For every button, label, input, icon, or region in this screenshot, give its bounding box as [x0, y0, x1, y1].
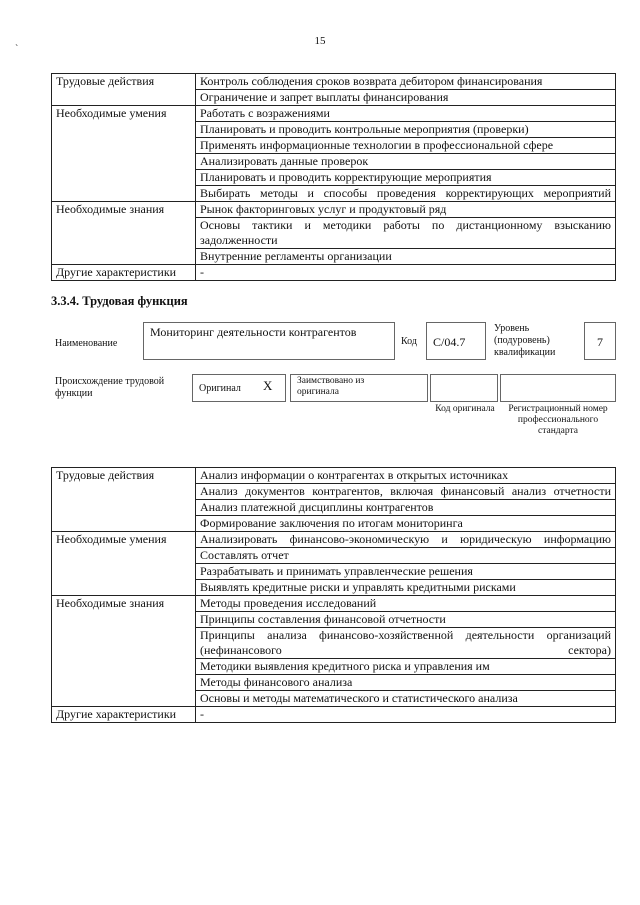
- original-label: Оригинал: [199, 383, 241, 394]
- row-category: Необходимые знания: [52, 596, 196, 707]
- row-item: Анализировать финансово-экономическую и юридическую информацию: [196, 532, 616, 548]
- row-item: Методы проведения исследований: [196, 596, 616, 612]
- name-value: Мониторинг деятельности контрагентов: [143, 322, 395, 360]
- table-row: [52, 532, 616, 548]
- code-value: C/04.7: [426, 322, 486, 360]
- row-item: Разрабатывать и принимать управленческие решения: [196, 564, 616, 580]
- row-item: Рынок факторинговых услуг и продуктовый ряд: [196, 202, 616, 218]
- row-item: Анализировать данные проверок: [196, 154, 616, 170]
- row-item: Методы финансового анализа: [196, 675, 616, 691]
- origin-label: Происхождение трудовой функции: [55, 376, 165, 399]
- page-number: 15: [314, 35, 326, 47]
- row-category: Необходимые умения: [52, 106, 196, 202]
- name-label: Наименование: [55, 338, 118, 349]
- row-category: Трудовые действия: [52, 468, 196, 532]
- row-item: Составлять отчет: [196, 548, 616, 564]
- row-item: Внутренние регламенты организации: [196, 249, 616, 265]
- margin-tick: `: [15, 44, 19, 55]
- table-row: [52, 596, 616, 612]
- code-original-box: [430, 374, 498, 402]
- labor-functions-table-1: [51, 73, 616, 281]
- row-category: Трудовые действия: [52, 74, 196, 106]
- row-item: -: [196, 707, 616, 723]
- level-label: Уровень (подуровень) квалификации: [494, 323, 556, 358]
- row-item: Выбирать методы и способы проведения корректирующих мероприятий: [196, 186, 616, 202]
- row-item: -: [196, 265, 616, 281]
- level-value: 7: [584, 322, 616, 360]
- row-item: Работать с возражениями: [196, 106, 616, 122]
- row-item: Контроль соблюдения сроков возврата дебитором финансирования: [196, 74, 616, 90]
- reg-number-caption: Регистрационный номер профессионального стандарта: [508, 404, 608, 436]
- row-item: Ограничение и запрет выплаты финансирования: [196, 90, 616, 106]
- row-item: Анализ информации о контрагентах в открытых источниках: [196, 468, 616, 484]
- reg-number-box: [500, 374, 616, 402]
- table-row: [52, 468, 616, 484]
- row-item: Методики выявления кредитного риска и управления им: [196, 659, 616, 675]
- row-item: Анализ документов контрагентов, включая финансовый анализ отчетности: [196, 484, 616, 500]
- table-row: [52, 74, 616, 90]
- row-item: Основы тактики и методики работы по дистанционному взысканию задолженности: [196, 218, 616, 249]
- row-category: Необходимые умения: [52, 532, 196, 596]
- row-item: Анализ платежной дисциплины контрагентов: [196, 500, 616, 516]
- labor-functions-table-2: [51, 467, 616, 723]
- borrowed-label: Заимствовано из оригинала: [297, 376, 365, 397]
- table-row: [52, 707, 616, 723]
- row-category: Другие характеристики: [52, 265, 196, 281]
- table-row: [52, 265, 616, 281]
- row-item: Выявлять кредитные риски и управлять кредитными рисками: [196, 580, 616, 596]
- row-item: Основы и методы математического и статистического анализа: [196, 691, 616, 707]
- row-item: Планировать и проводить корректирующие мероприятия: [196, 170, 616, 186]
- row-item: Формирование заключения по итогам мониторинга: [196, 516, 616, 532]
- row-item: Принципы составления финансовой отчетности: [196, 612, 616, 628]
- table-row: [52, 106, 616, 122]
- code-original-caption: Код оригинала: [435, 404, 495, 414]
- row-item: Принципы анализа финансово-хозяйственной деятельности организаций (нефинансового сектора): [196, 628, 616, 659]
- row-category: Другие характеристики: [52, 707, 196, 723]
- code-label: Код: [401, 336, 417, 347]
- table-row: [52, 202, 616, 218]
- original-mark: X: [263, 378, 273, 393]
- row-item: Применять информационные технологии в профессиональной сфере: [196, 138, 616, 154]
- row-item: Планировать и проводить контрольные мероприятия (проверки): [196, 122, 616, 138]
- section-title: 3.3.4. Трудовая функция: [51, 294, 188, 308]
- row-category: Необходимые знания: [52, 202, 196, 265]
